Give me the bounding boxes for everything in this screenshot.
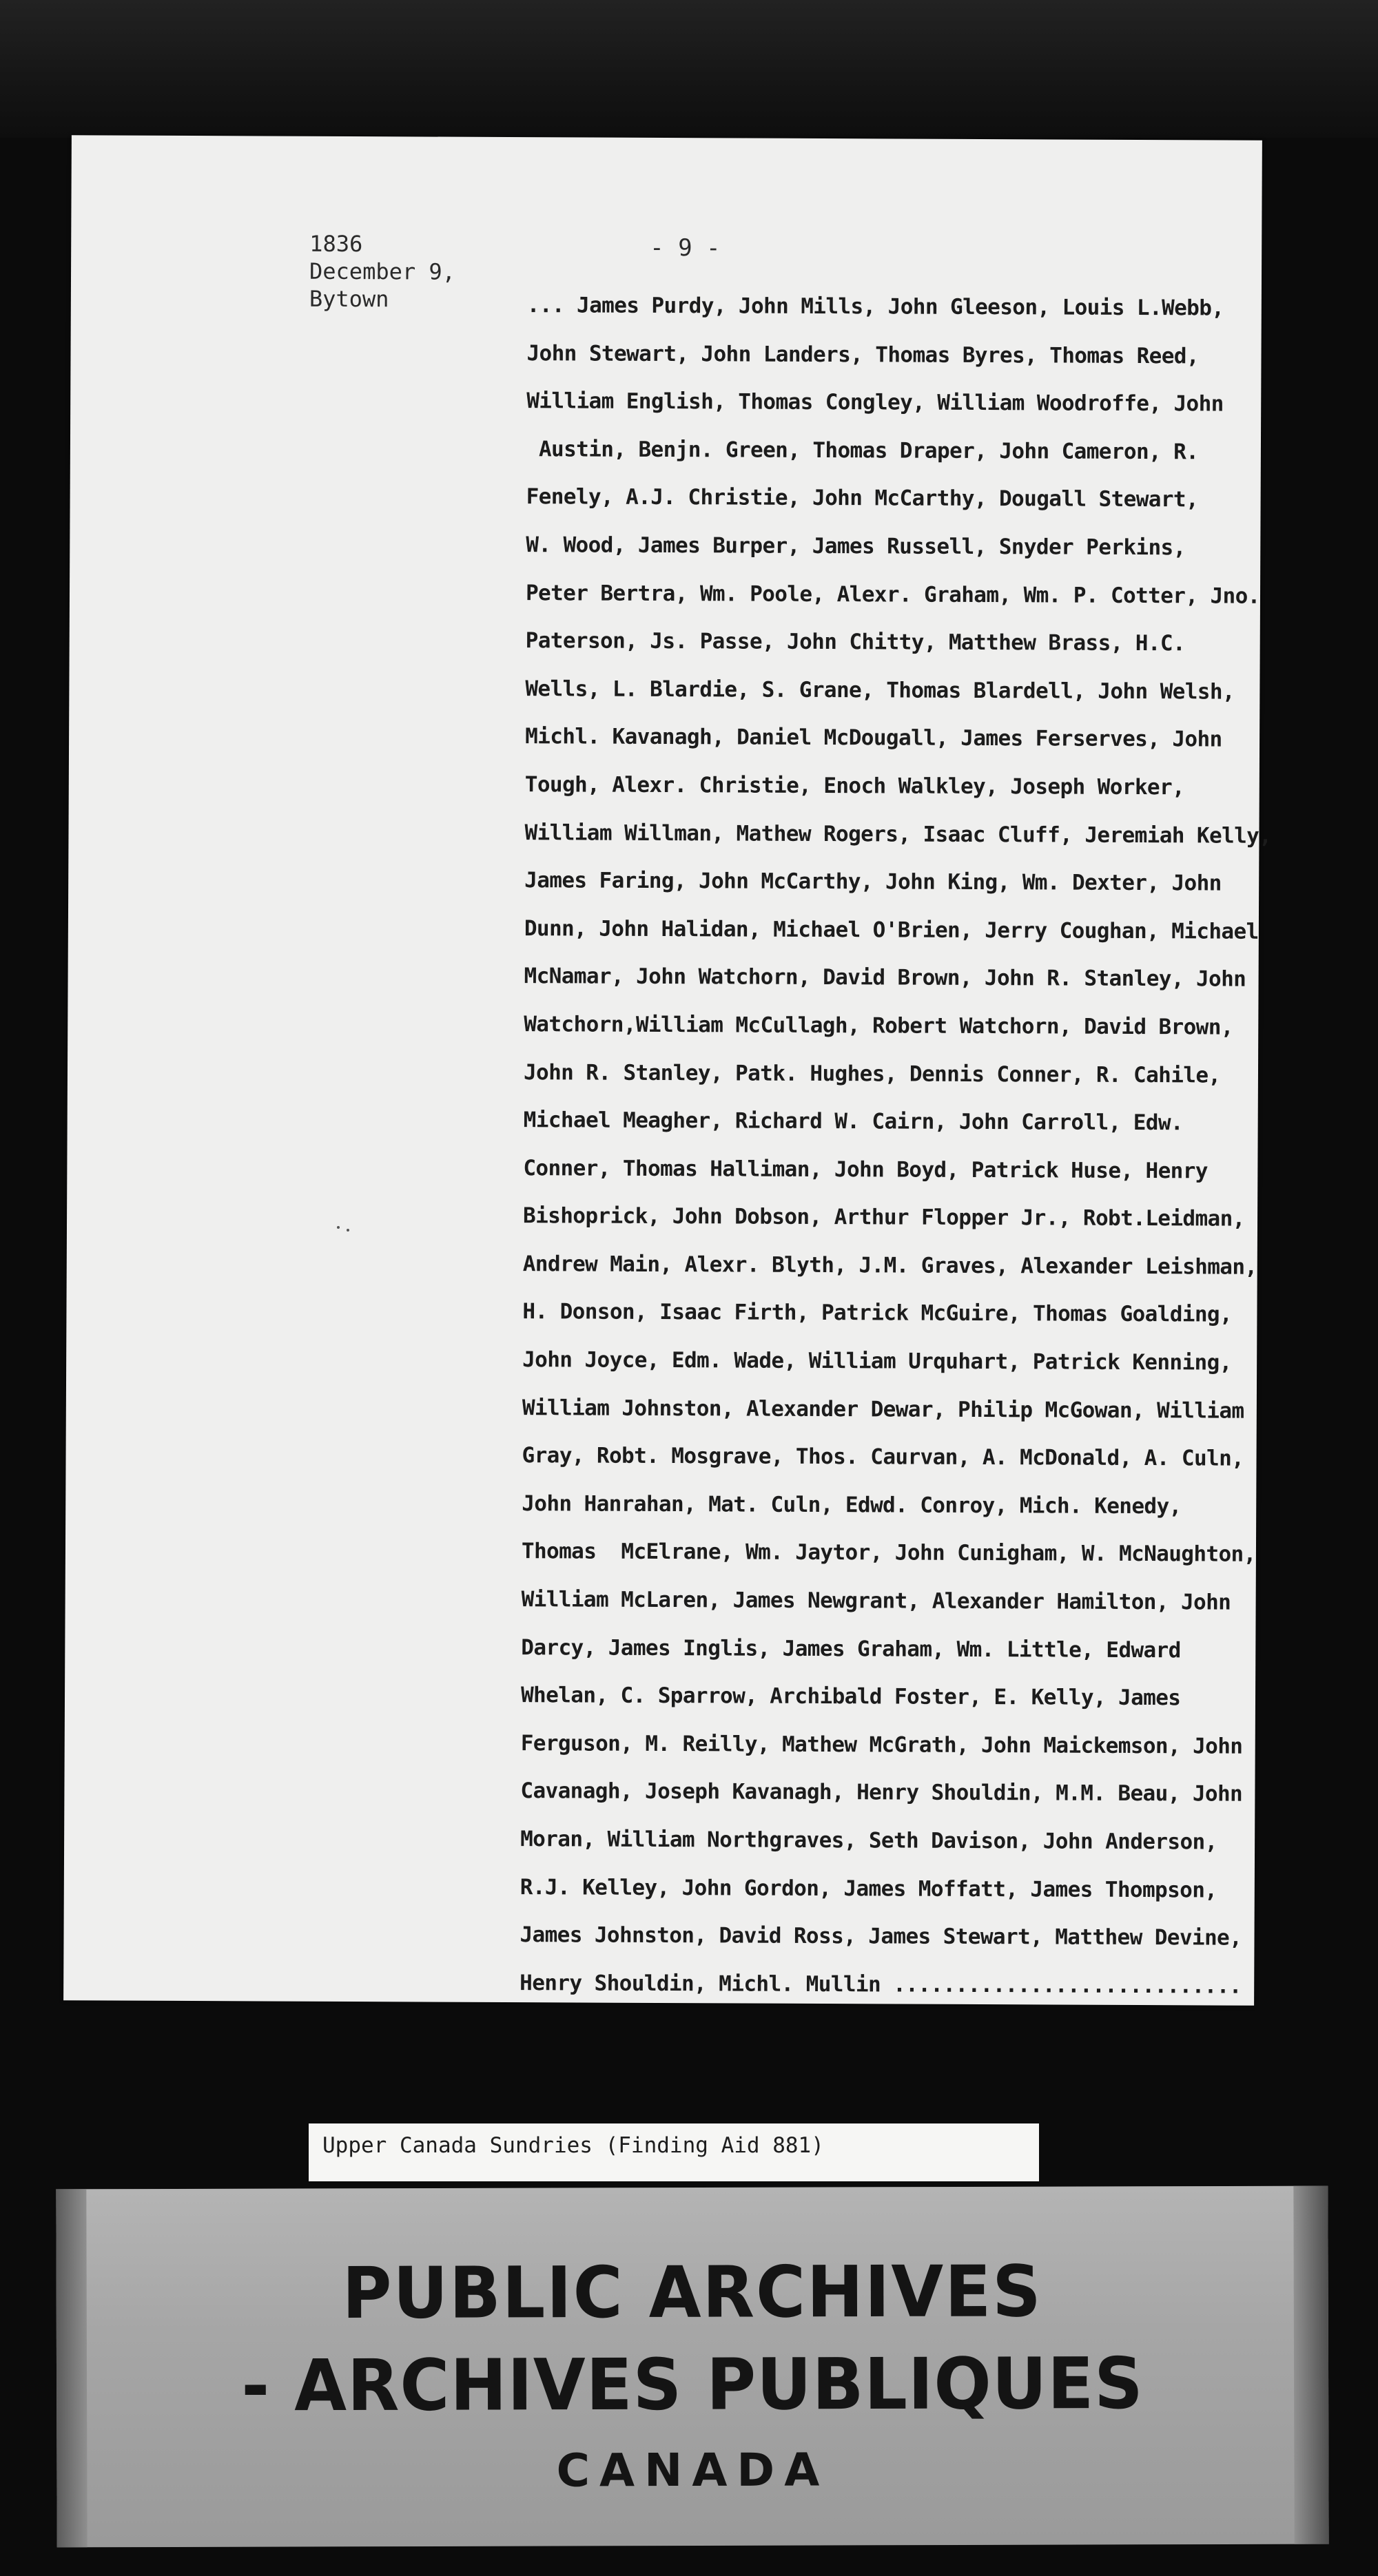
finding-aid-text: Upper Canada Sundries (Finding Aid 881): [322, 2133, 824, 2158]
text-line: R.J. Kelley, John Gordon, James Moffatt, James Thompson,: [520, 1874, 1217, 1903]
text-line: H. Donson, Isaac Firth, Patrick McGuire, Thomas Goalding,: [522, 1299, 1233, 1328]
header-place: Bytown: [309, 285, 389, 313]
text-line: William Willman, Mathew Rogers, Isaac Cluff, Jeremiah Kelly,: [524, 820, 1272, 849]
header-year: 1836: [309, 230, 363, 258]
stamp-line-archives-publiques: - ARCHIVES PUBLIQUES: [241, 2343, 1144, 2428]
text-line: John Stewart, John Landers, Thomas Byres, Thomas Reed,: [526, 340, 1200, 368]
text-line: Whelan, C. Sparrow, Archibald Foster, E. Kelly, James: [520, 1683, 1181, 1711]
text-line: William Johnston, Alexander Dewar, Philip McGowan, William: [522, 1395, 1244, 1424]
text-line: Conner, Thomas Halliman, John Boyd, Patrick Huse, Henry: [523, 1155, 1208, 1184]
text-line: McNamar, John Watchorn, David Brown, John R. Stanley, John: [524, 964, 1246, 993]
finding-aid-label: [309, 2123, 1039, 2181]
text-line: Austin, Benjn. Green, Thomas Draper, John Cameron, R.: [526, 436, 1199, 465]
scan-top-margin: [0, 0, 1378, 138]
text-line: ... James Purdy, John Mills, John Gleeson, Louis L.Webb,: [526, 293, 1224, 321]
text-line: Bishoprick, John Dobson, Arthur Flopper Jr., Robt.Leidman,: [522, 1203, 1245, 1232]
text-line: Michl. Kavanagh, Daniel McDougall, James Ferserves, John: [525, 724, 1222, 752]
text-line: James Johnston, David Ross, James Stewart, Matthew Devine,: [520, 1922, 1242, 1951]
archives-stamp: [56, 2186, 1328, 2548]
header-date: December 9,: [309, 258, 456, 285]
text-line: Andrew Main, Alexr. Blyth, J.M. Graves, Alexander Leishman,: [522, 1251, 1257, 1280]
document-header: [309, 230, 455, 313]
text-line: Peter Bertra, Wm. Poole, Alexr. Graham, Wm. P. Cotter, Jno.: [525, 580, 1260, 609]
text-line: John R. Stanley, Patk. Hughes, Dennis Conner, R. Cahile,: [523, 1059, 1221, 1088]
text-line: Henry Shouldin, Michl. Mullin ............................: [520, 1970, 1242, 1999]
name-list: [520, 282, 1272, 2011]
text-line: Moran, William Northgraves, Seth Davison, John Anderson,: [520, 1827, 1217, 1855]
text-line: William McLaren, James Newgrant, Alexander Hamilton, John: [521, 1587, 1231, 1615]
text-line: Watchorn,William McCullagh, Robert Watchorn, David Brown,: [524, 1012, 1233, 1040]
text-line: John Joyce, Edm. Wade, William Urquhart, Patrick Kenning,: [522, 1347, 1232, 1375]
text-line: Cavanagh, Joseph Kavanagh, Henry Shouldin, M.M. Beau, John: [520, 1778, 1243, 1807]
text-line: James Faring, John McCarthy, John King, Wm. Dexter, John: [524, 868, 1222, 896]
text-line: William English, Thomas Congley, William Woodroffe, John: [526, 388, 1224, 417]
text-line: Paterson, Js. Passe, John Chitty, Matthew Brass, H.C.: [525, 628, 1186, 656]
text-line: Wells, L. Blardie, S. Grane, Thomas Blardell, John Welsh,: [525, 676, 1235, 705]
text-line: Michael Meagher, Richard W. Cairn, John Carroll, Edw.: [523, 1108, 1184, 1136]
text-line: Thomas McElrane, Wm. Jaytor, John Cunigham, W. McNaughton,: [521, 1539, 1256, 1568]
text-line: Fenely, A.J. Christie, John McCarthy, Dougall Stewart,: [526, 484, 1199, 512]
stamp-line-canada: CANADA: [556, 2443, 830, 2497]
text-line: Darcy, James Inglis, James Graham, Wm. Little, Edward: [521, 1634, 1181, 1663]
document-page: [63, 135, 1272, 2006]
scan-speck: [347, 1229, 349, 1232]
text-line: Gray, Robt. Mosgrave, Thos. Caurvan, A. McDonald, A. Culn,: [522, 1443, 1244, 1471]
stamp-line-public-archives: PUBLIC ARCHIVES: [342, 2250, 1042, 2336]
text-line: Ferguson, M. Reilly, Mathew McGrath, John Maickemson, John: [520, 1730, 1243, 1759]
text-line: John Hanrahan, Mat. Culn, Edwd. Conroy, Mich. Kenedy,: [522, 1490, 1182, 1519]
text-line: Tough, Alexr. Christie, Enoch Walkley, Joseph Worker,: [524, 772, 1185, 800]
page-number: - 9 -: [650, 233, 721, 262]
text-line: Dunn, John Halidan, Michael O'Brien, Jerry Coughan, Michael: [524, 915, 1259, 944]
text-line: W. Wood, James Burper, James Russell, Snyder Perkins,: [526, 532, 1186, 561]
scan-speck: [337, 1226, 340, 1229]
